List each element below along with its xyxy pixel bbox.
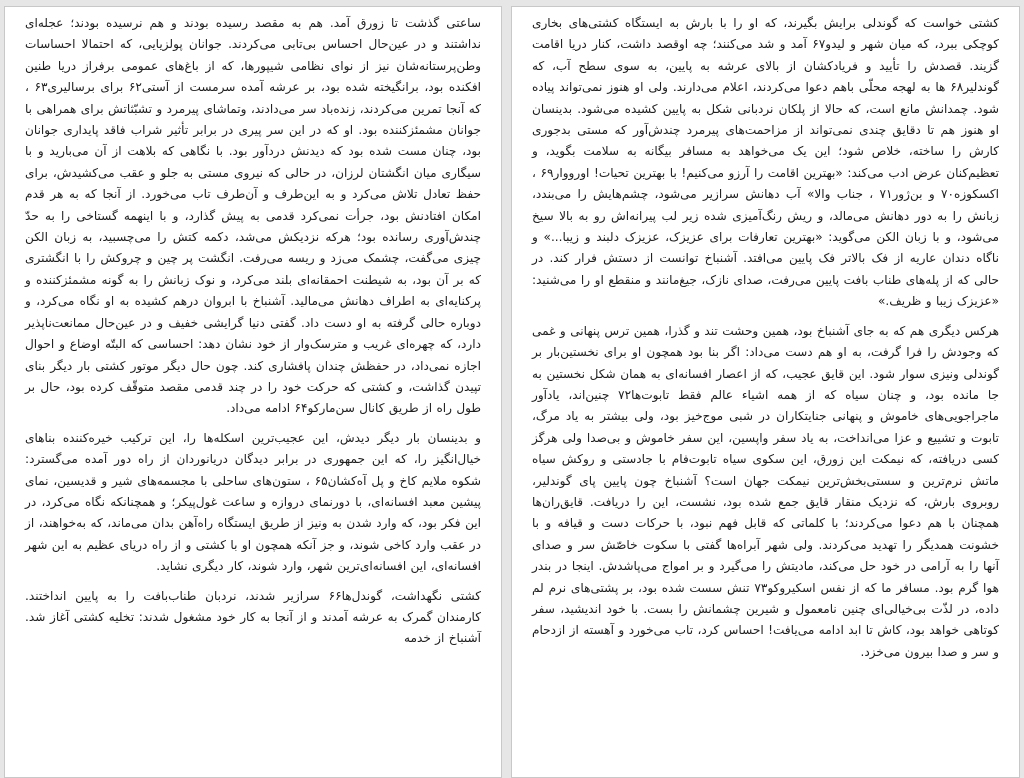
left-paragraph-2: و بدینسان بار دیگر دیدش، این عجیب‌ترین اسکله‌ها را، این ترکیب خیره‌کننده بناهای خیال‌انگیز را، که این جمهوری در برابر دیدگان دریانوردان از راه دور آمده می‌گسترد: شکوه ملایم کاخ و پل آه‌کشان۶۵ ، ستون‌های ساحلی با مجسمه‌های شیر و قدیسین، نمای پیشین معبد افسانه‌ای، با دورنمای دروازه و ساعت غول‌پیکر؛ و همچنانکه نگاه می‌کرد، در این فکر بود، که وارد شدن به ونیز از طریق ایستگاه راه‌آهن بدان می‌ماند، که به‌خواهند، از در عقب وارد کاخی شوند، و جز آنکه همچون او با کشتی و از راه دریای عظیم به این شهر افسانه‌ای، این افسانه‌ای‌ترین شهر، وارد شوند، کار دیگری نشاید.: [25, 430, 481, 574]
right-page: [511, 6, 1020, 778]
left-paragraph-3: کشتی نگهداشت، گوندل‌ها۶۶ سرازیر شدند، نردبان طناب‌بافت را به پایین انداختند. کارمندان گمرک به عرشه آمدند و از آنجا به کار خود مشغول شدند: تخلیه کشتی آغاز شد. آشنباخ از خدمه: [25, 588, 482, 646]
left-paragraph-1: ساعتی گذشت تا زورق آمد. هم به مقصد رسیده بودند و هم نرسیده بودند؛ عجله‌ای نداشتند و در عین‌حال احساس بی‌تابی می‌کردند. جوانان پولزیایی، که احتمالا احساسات وطن‌پرستانه‌شان نیز از نوای نظامی شیپورها، که از باغ‌های عمومی برفراز دریا طنین افکنده بود، برانگیخته شده بود، بر عرشه آمده سرمست از آستی۶۲ برای برسالیری۶۳ ، که آنجا تمرین می‌کردند، زنده‌باد سر می‌دادند، وتماشای پیرمرد و تشبّثاتش برای همراهی با جوانان مشمئزکننده بود. او که در این سر پیری در برابر تأثیر شراب فاقد پایداری جوانان بود، چنان مست شده بود که دیدنش دردآور بود. با نگاهی که بلاهت از آن می‌بارید و با سیگاری میان انگشتان لرزان، در حالی که نیروی مستی به جلو و عقب می‌کشیدش، برای حفظ تعادل تلاش می‌کرد و به این‌طرف و آن‌طرف تاب می‌خورد. از آنجا که به هر قدم امکان افتادنش بود، جرأت نمی‌کرد قدمی به پیش گذارد، و با اینهمه گستاخی را به حدّ چندش‌آوری رسانده بود؛ هرکه نزدیکش می‌شد، دکمه کتش را می‌چسبید، به زبان الکن چیزی می‌گفت، چشمک می‌زد و ریسه می‌رفت. انگشت پر چین و چروکش را با انگشتری که بر آن بود، به شیطنت احمقانه‌ای بلند می‌کرد، و نوک زبانش را به گونه مشمئزکننده و پرکنایه‌ای به اطراف دهانش می‌مالید. آشنباخ با ابروان درهم کشیده به او نگاه می‌کرد، و دوباره حالی گرفته به او دست داد. گفتی دنیا گرایشی خفیف و در عین‌حال ممانعت‌ناپذیر دارد، که چهره‌ای غریب و مترسک‌وار از خود نشان دهد: احساسی که البتّه اوضاع و احوال اجازه نمی‌داد، در حفظش چندان پافشاری کند. چون حال دیگر موتور کشتی بار دیگر بنای تپیدن گذاشت، و کشتی که حرکت خود را در چند قدمی مقصد متوقّف کرده بود، حال بر طول راه از طریق کانال سن‌مارکو۶۴ ادامه می‌داد.: [25, 16, 481, 416]
left-page: [4, 6, 502, 778]
right-paragraph-2: هرکس دیگری هم که به جای آشنباخ بود، همین وحشت تند و گذرا، همین ترس پنهانی و غمی که وجودش را فرا گرفت، به او هم دست می‌داد: اگر بنا بود همچون او برای نخستین‌بار بر گوندلی ونیزی سوار شود. این قایق عجیب، که از اعصار افسانه‌ای به همان شکل نخستین به جا مانده بود، و چنان سیاه که از همه اشیاء عالم فقط تابوت‌ها۷۲ چنین‌اند، یادآور ماجراجویی‌های خاموش و پنهانی جنایتکاران در شبی موج‌خیز بود، ولی بیشتر به یاد مرگ، تابوت و تشییع و عزا می‌انداخت، به یاد سفر واپسین، این سفر خاموش و بی‌صدا ولی هرگز کسی دریافته، که نیمکت این زورق، این سکوی سیاه تابوت‌فام با جادستی و روکش سیاه ماتش نرم‌ترین و سستی‌بخش‌ترین نیمکت جهان است؟ آشنباخ چون پایین پای گوندلیر، روبروی بارش، که نزدیک منقار قایق جمع شده بود، نشست، این را دریافت. قایق‌ران‌ها همچنان با هم دعوا می‌کردند؛ با کلماتی که قابل فهم نبود، با حرکات دست و قیافه و با خشونت همدیگر را تهدید می‌کردند. ولی شهر آبراه‌ها گفتی با سکوت خاصّش سر و صدای آنها را به آرامی در خود حل می‌کند، مادیتش را می‌گیرد و بر امواج می‌پاشدش. اینجا در بندر هوا گرم بود. مسافر ما که از نفس اسکیروکو۷۳ تنش سست شده بود، بر پشتی‌های نرم لم داده، در لذّت بی‌خیالی‌ای چنین نامعمول و شیرین چشمانش را بست. با خود اندیشید، سفر کوتاهی خواهد بود، کاش تا ابد ادامه می‌یافت! احساس کرد، تاب می‌خورد و آهسته از ازدحام و سر و صدا بیرون می‌خزد.: [532, 323, 999, 659]
right-paragraph-1: کشتی خواست که گوندلی برایش بگیرند، که او را با بارش به ایستگاه کشتی‌های بخاری کوچکی ببرد، که میان شهر و لیدو۶۷ آمد و شد می‌کنند؛ چه اوقصد داشت، کنار دریا اقامت گزیند. قصدش را تأیید و فریادکشان از بالای عرشه به پایین، به سوی سطح آب، که گوندلیر۶۸ ها به لهجه محلّی باهم دعوا می‌کردند، اعلام می‌دارند. ولی او هنوز نمی‌تواند پیاده شود. چمدانش مانع است، که حالا از پلکان نردبانی شکل به پایین کشیده می‌شود. بدینسان او هنوز هم تا دقایق چندی نمی‌تواند از مزاحمت‌های پیرمرد چندش‌آور که مستی بدجوری کارش را ساخته، خلاص شود؛ این یک می‌خواهد به مسافر بیگانه به سلامت بگوید، و تعظیم‌کنان عرض ادب می‌کند: «بهترین اقامت را آرزو می‌کنیم! با بهترین تحیات! اورووار۶۹ ، اکسکوزه۷۰ و بن‌ژور۷۱ ، جناب والا» آب دهانش سرازیر می‌شود، چشم‌هایش را می‌بندد، زبانش را به دور دهانش می‌مالد، و ریش رنگ‌آمیزی شده زیر لب پیرانه‌اش رو به بالا سیخ می‌شود، و با زبان الکن می‌گوید: «بهترین تعارفات برای عزیزک، عزیزک دلبند و زیبا...» و ناگاه دندان عاریه از فک بالاتر فک پایین می‌افتد. آشنباخ توانست از دستش فرار کند. در حالی که از پله‌های طناب بافت پایین می‌رفت، صدای نازک، جیغ‌مانند و منقطع او را می‌شنید: «عزیزک زیبا و ظریف.»: [532, 16, 1000, 309]
